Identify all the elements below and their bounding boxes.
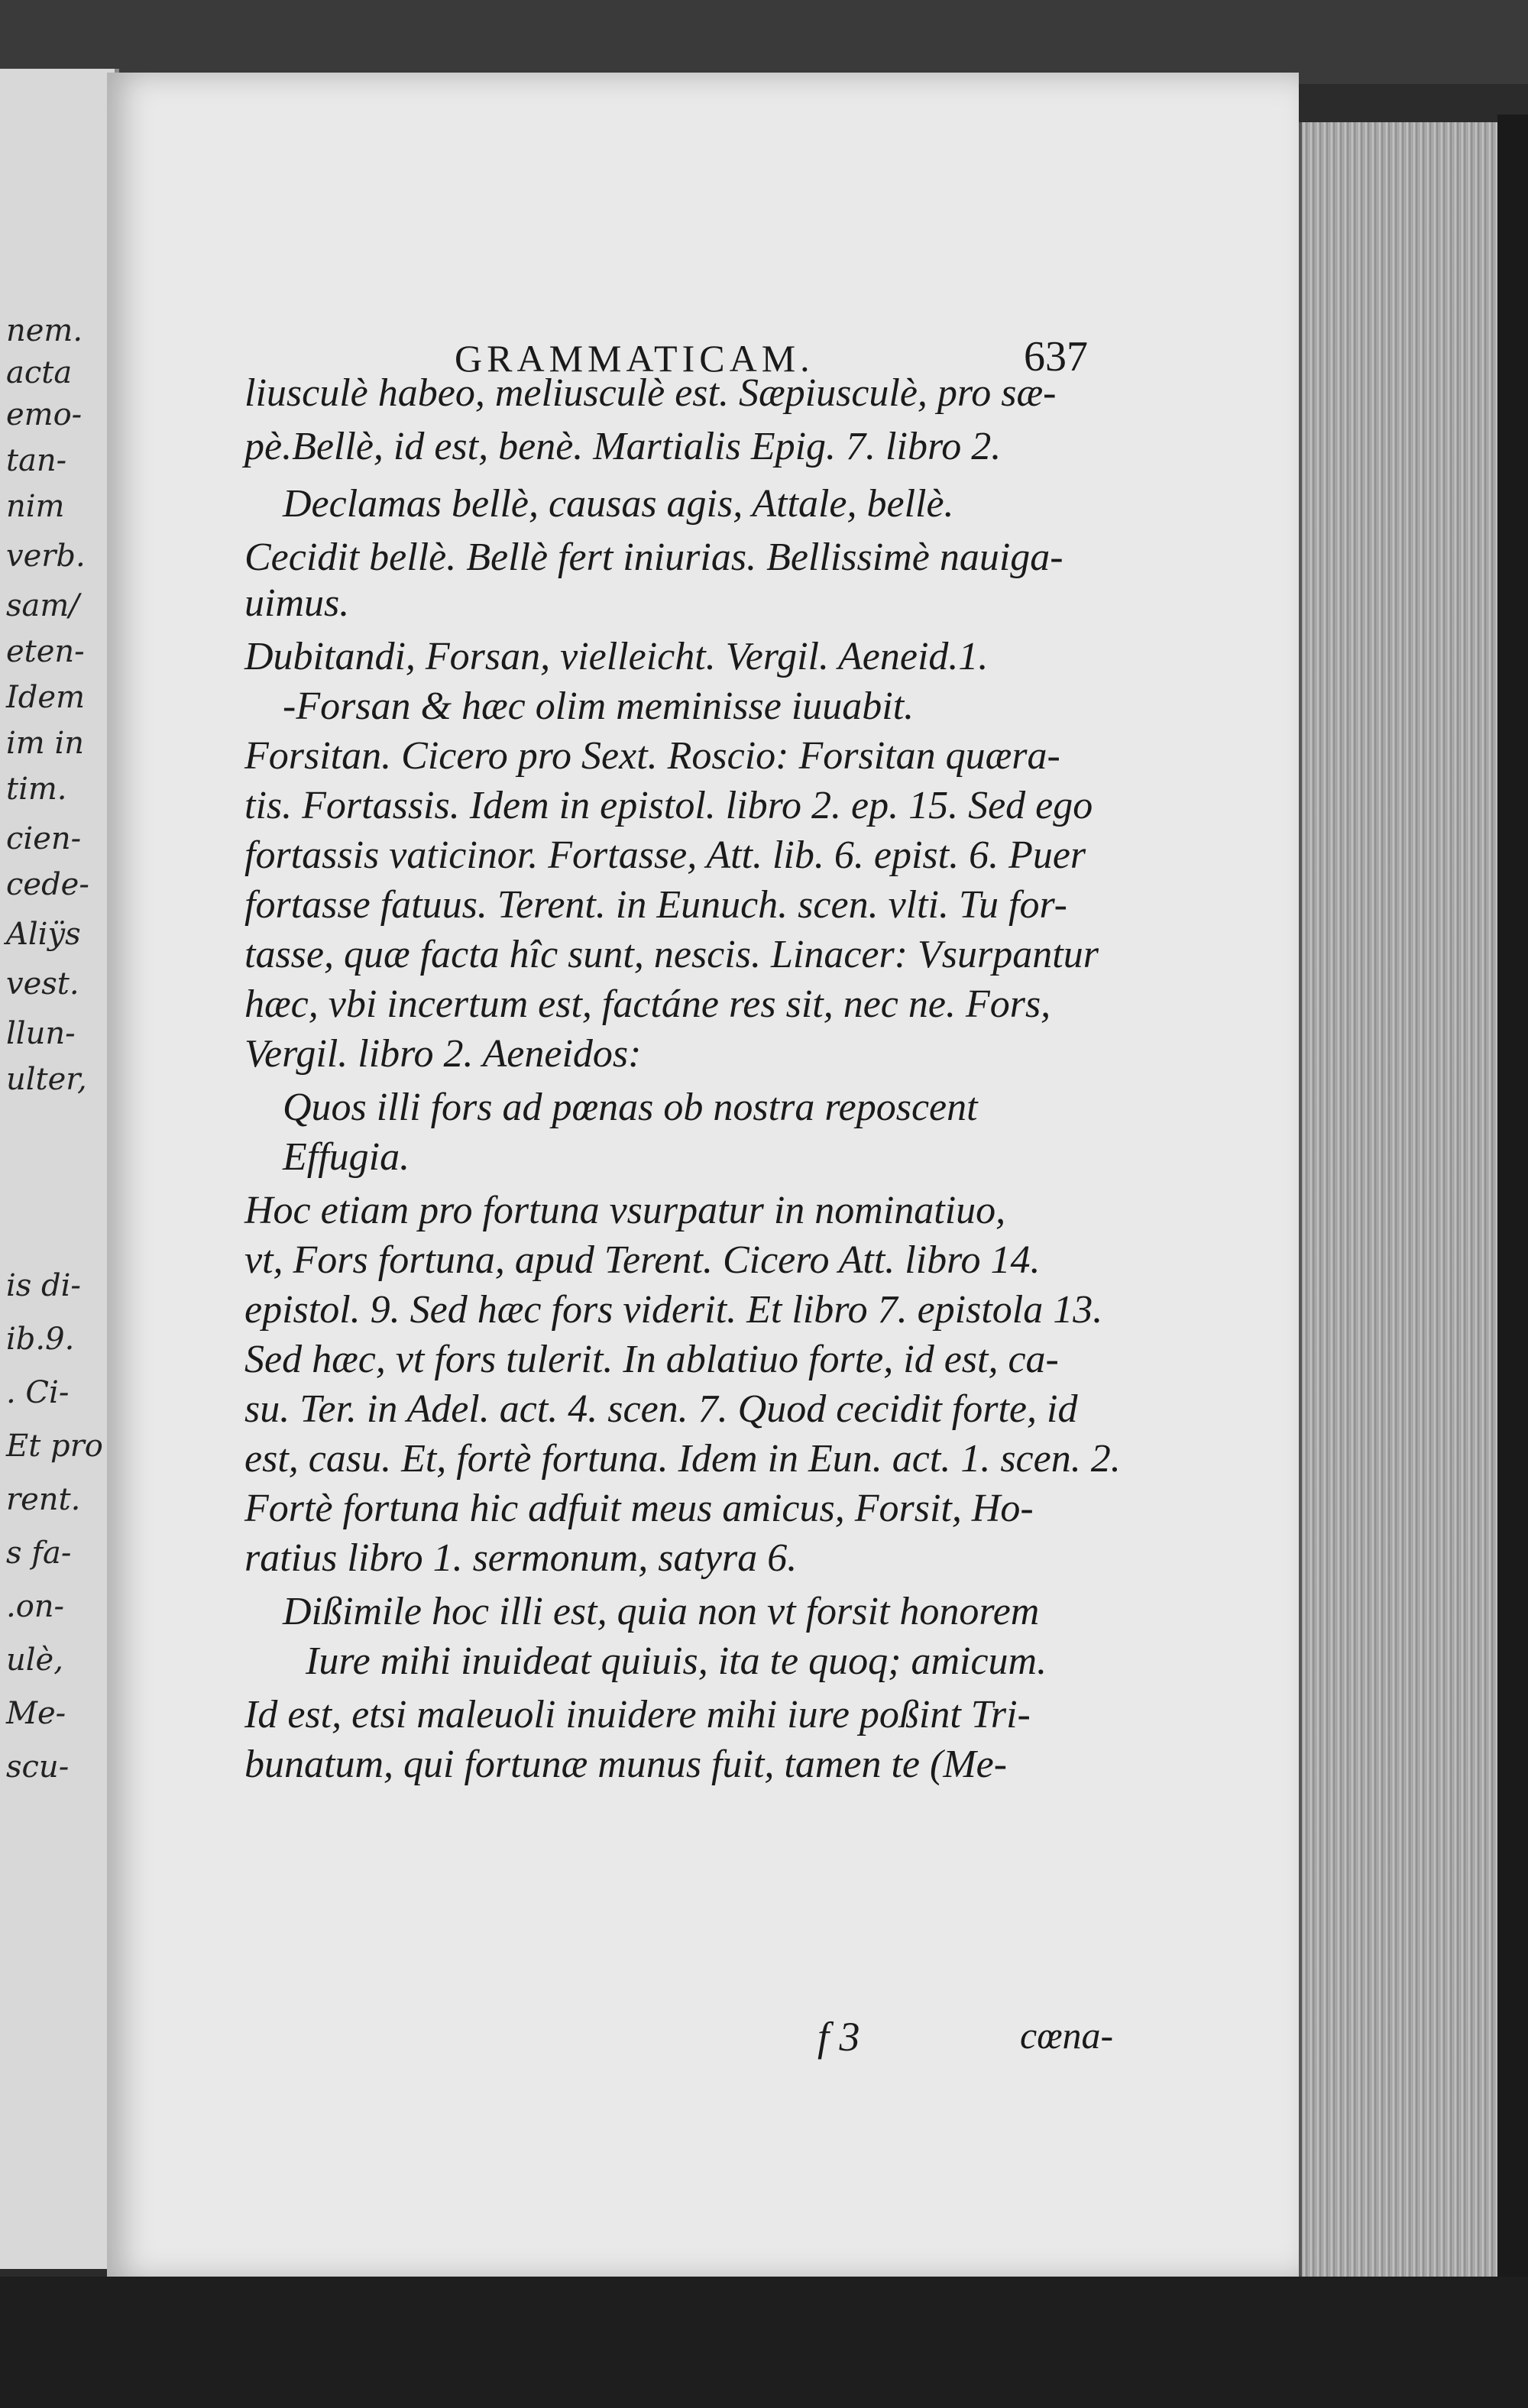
- left-fragment: Me-: [6, 1696, 66, 1731]
- left-fragment: sam/: [6, 588, 79, 623]
- left-fragment: emo-: [6, 397, 83, 432]
- text-line: pè.Bellè, id est, benè. Martialis Epig. 7. libro 2.: [244, 425, 1002, 468]
- left-fragment: is di-: [6, 1268, 81, 1303]
- left-fragment: rent.: [6, 1482, 81, 1517]
- left-fragment: verb.: [6, 539, 86, 574]
- running-head: GRAMMATICAM.: [455, 337, 814, 380]
- text-line: Dißimile hoc illi est, quia non vt forsit honorem: [283, 1590, 1040, 1633]
- left-fragment: tim.: [6, 772, 67, 807]
- text-line: Forsitan. Cicero pro Sext. Roscio: Forsitan quæra-: [244, 734, 1060, 778]
- text-line: ratius libro 1. sermonum, satyra 6.: [244, 1536, 798, 1580]
- text-line: Quos illi fors ad pœnas ob nostra reposcent: [283, 1086, 978, 1129]
- left-fragment: Aliÿs: [6, 917, 81, 952]
- left-fragment: nem.: [6, 313, 83, 348]
- left-fragment: tan-: [6, 443, 67, 478]
- text-line: epistol. 9. Sed hæc fors viderit. Et libro 7. epistola 13.: [244, 1288, 1103, 1332]
- text-line: Cecidit bellè. Bellè fert iniurias. Bellissimè nauiga-: [244, 536, 1063, 579]
- background-top: [0, 0, 1528, 84]
- left-fragment: Et pro: [6, 1429, 103, 1464]
- left-fragment: scu-: [6, 1749, 70, 1785]
- page-edges-shadow: [1497, 115, 1528, 2284]
- text-line: su. Ter. in Adel. act. 4. scen. 7. Quod cecidit forte, id: [244, 1387, 1078, 1431]
- text-line: Dubitandi, Forsan, vielleicht. Vergil. Aeneid.1.: [244, 635, 989, 678]
- text-line: tasse, quæ facta hîc sunt, nescis. Linacer: Vsurpantur: [244, 933, 1099, 976]
- background-bottom: [0, 2277, 1528, 2408]
- text-line: est, casu. Et, fortè fortuna. Idem in Eun. act. 1. scen. 2.: [244, 1437, 1121, 1481]
- left-fragment: . Ci-: [6, 1375, 70, 1410]
- text-line: uimus.: [244, 581, 350, 625]
- left-fragment: Idem: [6, 680, 86, 715]
- left-fragment: s fa-: [6, 1536, 72, 1571]
- page-edges: [1299, 122, 1508, 2284]
- text-line: Vergil. libro 2. Aeneidos:: [244, 1032, 642, 1076]
- text-line: Effugia.: [283, 1135, 410, 1179]
- text-line: liusculè habeo, meliusculè est. Sæpiusculè, pro sæ-: [244, 371, 1057, 415]
- text-line: hæc, vbi incertum est, factáne res sit, nec ne. Fors,: [244, 982, 1051, 1026]
- left-fragment: cede-: [6, 867, 89, 902]
- left-fragment: .on-: [6, 1589, 65, 1624]
- text-line: tis. Fortassis. Idem in epistol. libro 2. ep. 15. Sed ego: [244, 784, 1093, 827]
- text-line: Sed hæc, vt fors tulerit. In ablatiuo forte, id est, ca-: [244, 1338, 1059, 1381]
- left-fragment: acta: [6, 355, 73, 390]
- text-line: Id est, etsi maleuoli inuidere mihi iure poßint Tri-: [244, 1693, 1031, 1736]
- text-line: Fortè fortuna hic adfuit meus amicus, Forsit, Ho-: [244, 1487, 1034, 1530]
- left-fragment: im in: [6, 726, 84, 761]
- text-line: fortasse fatuus. Terent. in Eunuch. scen. vlti. Tu for-: [244, 883, 1067, 927]
- text-line: bunatum, qui fortunæ munus fuit, tamen te (Me-: [244, 1743, 1008, 1786]
- left-fragment: nim: [6, 489, 65, 524]
- left-fragment: vest.: [6, 966, 79, 1002]
- text-line: Hoc etiam pro fortuna vsurpatur in nominatiuo,: [244, 1189, 1006, 1232]
- left-fragment: ib.9.: [6, 1322, 75, 1357]
- left-fragment: ulter,: [6, 1062, 87, 1097]
- left-fragment: eten-: [6, 634, 85, 669]
- text-line: Iure mihi inuideat quiuis, ita te quoq; amicum.: [306, 1639, 1047, 1683]
- text-line: Declamas bellè, causas agis, Attale, bellè.: [283, 482, 954, 526]
- page-number: 637: [1024, 333, 1088, 380]
- left-fragment: cien-: [6, 821, 82, 856]
- facing-page-left: [0, 69, 119, 2269]
- catchword: cœna-: [1020, 2014, 1114, 2057]
- text-line: -Forsan & hæc olim meminisse iuuabit.: [283, 685, 915, 728]
- left-fragment: ulè,: [6, 1643, 63, 1678]
- left-fragment: llun-: [6, 1016, 76, 1051]
- book-page: [107, 73, 1299, 2280]
- text-line: vt, Fors fortuna, apud Terent. Cicero Att. libro 14.: [244, 1238, 1041, 1282]
- signature-mark: f 3: [817, 2014, 860, 2060]
- text-line: fortassis vaticinor. Fortasse, Att. lib. 6. epist. 6. Puer: [244, 833, 1086, 877]
